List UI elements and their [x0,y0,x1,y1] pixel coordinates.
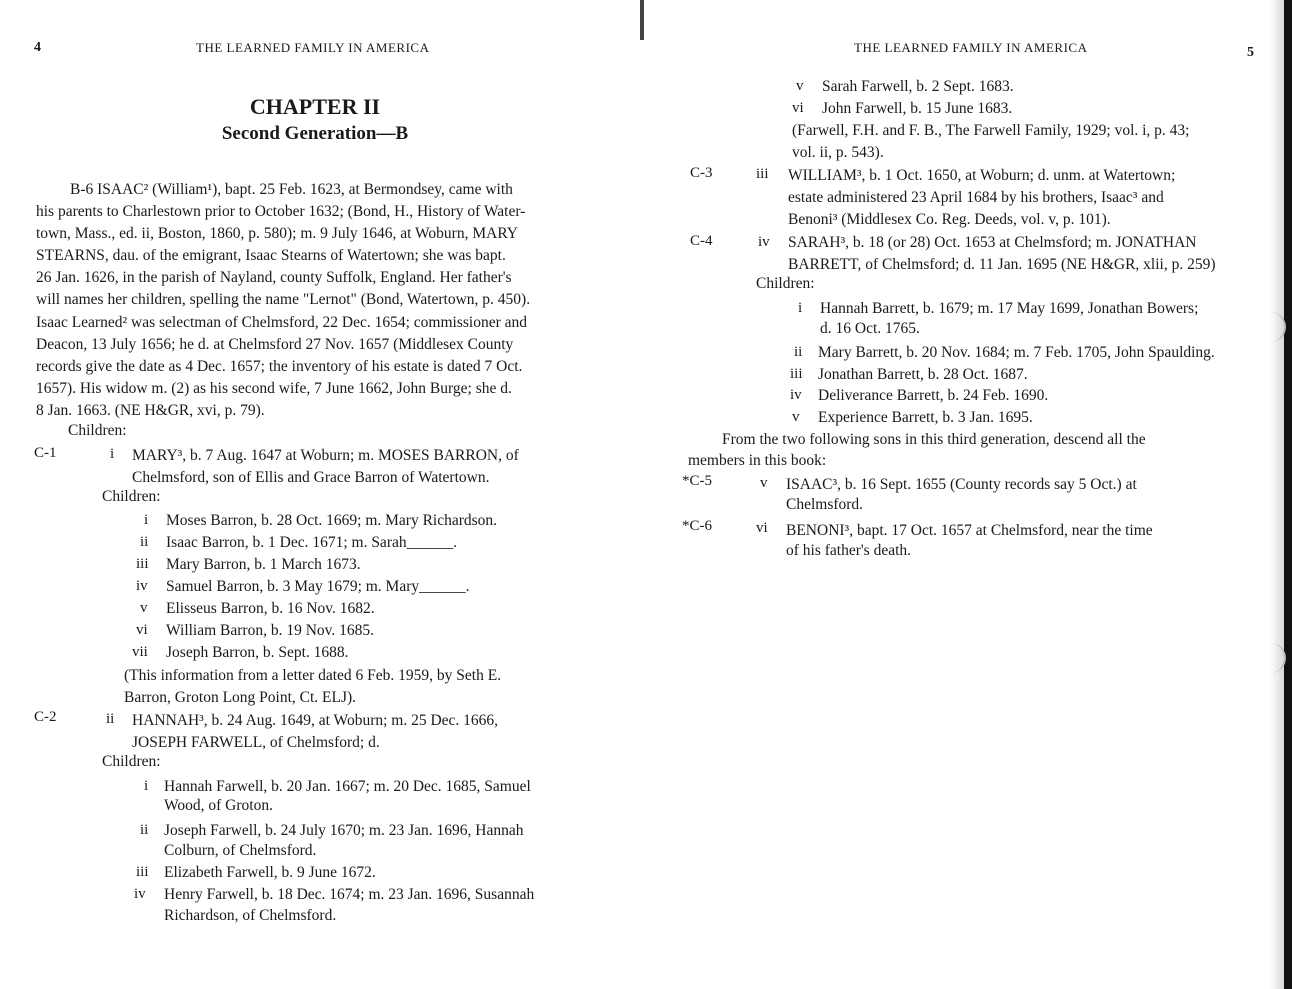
text-line: WILLIAM³, b. 1 Oct. 1650, at Woburn; d. unm. at Watertown; [788,167,1176,184]
running-head: THE LEARNED FAMILY IN AMERICA [196,40,430,55]
chapter-title: CHAPTER II [249,94,381,119]
roman-numeral: ii [106,711,115,727]
text-line: (Farwell, F.H. and F. B., The Farwell Family, 1929; vol. i, p. 43; [792,122,1190,139]
text-line: Benoni³ (Middlesex Co. Reg. Deeds, vol. v, p. 101). [788,211,1111,228]
roman-numeral: iii [136,556,149,572]
text-line: Chelmsford, son of Ellis and Grace Barron of Watertown. [132,469,490,486]
text-line: MARY³, b. 7 Aug. 1647 at Woburn; m. MOSES BARRON, of [132,447,519,464]
entry-label: *C-6 [682,518,712,534]
text-line: records give the date as 4 Dec. 1657; the inventory of his estate is dated 7 Oct. [36,358,523,375]
roman-numeral: vi [136,622,148,638]
text-line: members in this book: [688,452,827,469]
text-line: Joseph Farwell, b. 24 July 1670; m. 23 Jan. 1696, Hannah [164,822,524,839]
children-heading: Children: [102,753,161,770]
text-line: 8 Jan. 1663. (NE H&GR, xvi, p. 79). [36,402,265,419]
roman-numeral: v [792,409,800,425]
text-line: Chelmsford. [786,496,864,513]
roman-numeral: i [110,446,115,462]
text-line: of his father's death. [786,542,912,559]
text-line: Richardson, of Chelmsford. [164,907,337,924]
text-line: 1657). His widow m. (2) as his second wife, 7 June 1662, John Burge; she d. [36,380,512,397]
text-line: Colburn, of Chelmsford. [164,842,317,859]
roman-numeral: v [760,475,768,491]
text-line: Moses Barron, b. 28 Oct. 1669; m. Mary Richardson. [166,512,498,529]
text-line: Isaac Learned² was selectman of Chelmsford, 22 Dec. 1654; commissioner and [36,314,528,331]
text-line: HANNAH³, b. 24 Aug. 1649, at Woburn; m. 25 Dec. 1666, [132,712,499,729]
text-line: John Farwell, b. 15 June 1683. [822,100,1013,117]
roman-numeral: ii [140,534,149,550]
text-line: his parents to Charlestown prior to October 1632; (Bond, H., History of Water- [36,203,526,220]
roman-numeral: i [144,778,149,794]
page-number: 5 [1247,45,1254,60]
roman-numeral: vii [132,644,148,660]
entry-label: C-1 [34,445,57,461]
text-line: Hannah Farwell, b. 20 Jan. 1667; m. 20 Dec. 1685, Samuel [164,778,531,795]
roman-numeral: iv [136,578,148,594]
roman-numeral: iii [790,366,803,382]
text-line: Wood, of Groton. [164,797,273,814]
text-line: Deacon, 13 July 1656; he d. at Chelmsford 27 Nov. 1657 (Middlesex County [36,336,514,353]
roman-numeral: vi [792,100,804,116]
text-line: Mary Barron, b. 1 March 1673. [166,556,361,573]
right-page [646,0,1292,989]
entry-label: *C-5 [682,473,712,489]
left-page [0,0,644,989]
text-line: Isaac Barron, b. 1 Dec. 1671; m. Sarah______. [166,534,457,551]
chapter-subtitle: Second Generation—B [221,123,409,144]
text-line: ISAAC³, b. 16 Sept. 1655 (County records say 5 Oct.) at [786,476,1137,493]
roman-numeral: v [140,600,148,616]
text-line: Henry Farwell, b. 18 Dec. 1674; m. 23 Jan. 1696, Susannah [164,886,535,903]
text-line: BARRETT, of Chelmsford; d. 11 Jan. 1695 (NE H&GR, xlii, p. 259) [788,256,1216,273]
text-line: B-6 ISAAC² (William¹), bapt. 25 Feb. 1623, at Bermondsey, came with [70,181,513,198]
roman-numeral: i [798,300,803,316]
running-head: THE LEARNED FAMILY IN AMERICA [854,40,1088,55]
roman-numeral: iv [134,886,146,902]
roman-numeral: i [144,512,149,528]
children-heading: Children: [756,275,815,292]
roman-numeral: iii [756,166,769,182]
text-line: JOSEPH FARWELL, of Chelmsford; d. [132,734,380,751]
roman-numeral: iv [758,234,770,250]
text-line: town, Mass., ed. ii, Boston, 1860, p. 580); m. 9 July 1646, at Woburn, MARY [36,225,518,242]
text-line: Sarah Farwell, b. 2 Sept. 1683. [822,78,1014,95]
text-line: William Barron, b. 19 Nov. 1685. [166,622,375,639]
text-line: BENONI³, bapt. 17 Oct. 1657 at Chelmsford, near the time [786,522,1153,539]
entry-label: C-4 [690,233,713,249]
roman-numeral: iv [790,387,802,403]
roman-numeral: v [796,78,804,94]
children-heading: Children: [102,488,161,505]
text-line: Barron, Groton Long Point, Ct. ELJ). [124,689,357,706]
text-line: Jonathan Barrett, b. 28 Oct. 1687. [818,366,1028,383]
text-line: Joseph Barron, b. Sept. 1688. [166,644,349,661]
roman-numeral: ii [794,344,803,360]
roman-numeral: iii [136,864,149,880]
text-line: From the two following sons in this third generation, descend all the [722,431,1146,448]
text-line: Mary Barrett, b. 20 Nov. 1684; m. 7 Feb. 1705, John Spaulding. [818,344,1215,361]
text-line: Hannah Barrett, b. 1679; m. 17 May 1699, Jonathan Bowers; [820,300,1199,317]
text-line: 26 Jan. 1626, in the parish of Nayland, county Suffolk, England. Her father's [36,269,512,286]
text-line: estate administered 23 April 1684 by his brothers, Isaac³ and [788,189,1164,206]
text-line: Samuel Barron, b. 3 May 1679; m. Mary______. [166,578,470,595]
text-line: Elisseus Barron, b. 16 Nov. 1682. [166,600,375,617]
text-line: SARAH³, b. 18 (or 28) Oct. 1653 at Chelmsford; m. JONATHAN [788,234,1197,251]
text-line: d. 16 Oct. 1765. [820,320,920,337]
entry-label: C-3 [690,165,713,181]
text-line: will names her children, spelling the name "Lernot" (Bond, Watertown, p. 450). [36,291,531,308]
text-line: vol. ii, p. 543). [792,144,884,161]
roman-numeral: vi [756,520,768,536]
page-number: 4 [34,40,41,55]
children-heading: Children: [68,422,127,439]
text-line: Elizabeth Farwell, b. 9 June 1672. [164,864,376,881]
text-line: Deliverance Barrett, b. 24 Feb. 1690. [818,387,1049,404]
text-line: Experience Barrett, b. 3 Jan. 1695. [818,409,1033,426]
text-line: (This information from a letter dated 6 Feb. 1959, by Seth E. [124,667,502,684]
roman-numeral: ii [140,822,149,838]
text-line: STEARNS, dau. of the emigrant, Isaac Stearns of Watertown; she was bapt. [36,247,506,264]
entry-label: C-2 [34,709,57,725]
